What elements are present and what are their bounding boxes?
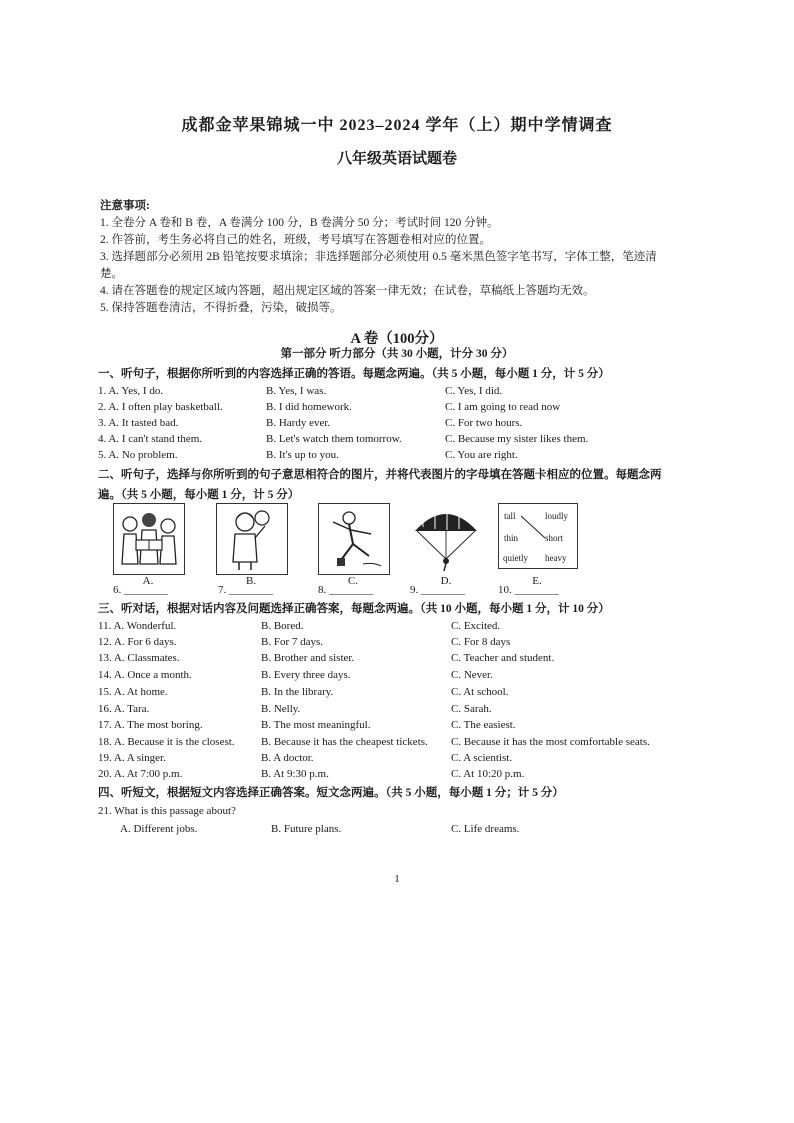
option-a: 18. A. Because it is the closest. <box>98 736 235 748</box>
option-b: B. Because it has the cheapest tickets. <box>261 736 428 748</box>
option-a: 17. A. The most boring. <box>98 719 203 731</box>
q2-heading-line2: 遍。（共 5 小题，每小题 1 分，计 5 分） <box>98 489 300 501</box>
q2-heading-line1: 二、听句子，选择与你所听到的句子意思相符合的图片，并将代表图片的字母填在答题卡相应的位置。每题念两 <box>98 469 662 481</box>
picture-a-kids-reading <box>113 503 185 575</box>
option-b: B. Yes, I was. <box>266 385 327 397</box>
option-a: 5. A. No problem. <box>98 449 178 461</box>
q4-question <box>98 805 698 821</box>
blank-7[interactable]: 7. ________ <box>218 584 273 596</box>
picture-c-runner <box>318 503 390 575</box>
note-item: 5. 保持答题卷清洁，不得折叠，污染，破损等。 <box>100 302 342 314</box>
option-b: B. Nelly. <box>261 703 301 715</box>
option-c: C. At 10:20 p.m. <box>451 768 525 780</box>
q3-row <box>98 669 698 685</box>
option-c: C. A scientist. <box>451 752 513 764</box>
kids-reading-icon <box>114 504 184 574</box>
q3-heading: 三、听对话，根据对话内容及问题选择正确答案，每题念两遍。（共 10 小题，每小题 1 分，计 10 分） <box>98 603 610 615</box>
notes-block <box>100 198 660 317</box>
option-c: C. Yes, I did. <box>445 385 503 397</box>
q3-row <box>98 736 698 752</box>
picture-label: B. <box>245 575 257 587</box>
option-b: B. The most meaningful. <box>261 719 371 731</box>
picture-label: A. <box>142 575 154 587</box>
option-a: 4. A. I can't stand them. <box>98 433 203 445</box>
q3-row <box>98 636 698 652</box>
person-icon <box>217 504 287 574</box>
option-a: 12. A. For 6 days. <box>98 636 177 648</box>
option-c: C. You are right. <box>445 449 518 461</box>
option-b: B. Future plans. <box>271 823 342 835</box>
option-c: C. For two hours. <box>445 417 523 429</box>
option-b: B. For 7 days. <box>261 636 324 648</box>
exam-subtitle: 八年级英语试题卷 <box>336 151 457 167</box>
blank-8[interactable]: 8. ________ <box>318 584 373 596</box>
option-b: B. Hardy ever. <box>266 417 331 429</box>
note-item: 1. 全卷分 A 卷和 B 卷，A 卷满分 100 分，B 卷满分 50 分；考试时间 120 分钟。 <box>100 217 499 229</box>
blank-9[interactable]: 9. ________ <box>410 584 465 596</box>
option-c: C. Life dreams. <box>451 823 520 835</box>
option-a: 16. A. Tara. <box>98 703 150 715</box>
q3-row <box>98 652 698 668</box>
q3-row <box>98 752 698 768</box>
word-quietly: quietly <box>503 553 528 563</box>
word-thin: thin <box>504 533 519 543</box>
word-heavy: heavy <box>545 553 567 563</box>
picture-row <box>113 503 593 587</box>
q3-row <box>98 686 698 702</box>
option-b: B. I did homework. <box>266 401 352 413</box>
word-tall: tall <box>504 511 516 521</box>
picture-b-person <box>216 503 288 575</box>
option-b: B. Brother and sister. <box>261 652 355 664</box>
q3-row <box>98 719 698 735</box>
q4-heading: 四、听短文，根据短文内容选择正确答案。短文念两遍。（共 5 小题，每小题 1 分；计 5 分） <box>98 787 564 799</box>
page-number: 1 <box>394 873 400 885</box>
q1-heading: 一、听句子，根据你所听到的内容选择正确的答语。每题念两遍。（共 5 小题，每小题 1 分，计 5 分） <box>98 368 610 380</box>
option-a: 13. A. Classmates. <box>98 652 180 664</box>
question-21: 21. What is this passage about? <box>98 805 236 817</box>
option-b: B. Every three days. <box>261 669 351 681</box>
option-c: C. Sarah. <box>451 703 492 715</box>
running-man-icon <box>319 504 389 574</box>
option-b: B. Bored. <box>261 620 304 632</box>
option-c: C. Never. <box>451 669 493 681</box>
q1-row <box>98 417 698 433</box>
picture-label: D. <box>440 575 452 587</box>
blank-6[interactable]: 6. ________ <box>113 584 168 596</box>
word-short: short <box>545 533 563 543</box>
q1-row <box>98 449 698 465</box>
exam-title: 成都金苹果锦城一中 2023–2024 学年（上）期中学情调查 <box>181 117 613 134</box>
option-c: C. Excited. <box>451 620 501 632</box>
notes-heading: 注意事项: <box>100 200 150 212</box>
q3-row <box>98 620 698 636</box>
option-a: 20. A. At 7:00 p.m. <box>98 768 183 780</box>
option-a: 3. A. It tasted bad. <box>98 417 179 429</box>
blank-10[interactable]: 10. ________ <box>498 584 559 596</box>
option-c: C. I am going to read now <box>445 401 561 413</box>
parachute-icon <box>411 503 481 573</box>
option-a: 11. A. Wonderful. <box>98 620 177 632</box>
q3-row <box>98 768 698 784</box>
option-c: C. At school. <box>451 686 509 698</box>
picture-d-parachute <box>411 503 481 573</box>
option-a: 14. A. Once a month. <box>98 669 192 681</box>
option-a: 1. A. Yes, I do. <box>98 385 164 397</box>
section-a-title: A 卷（100分） <box>350 331 444 347</box>
q3-row <box>98 703 698 719</box>
option-b: B. Let's watch them tomorrow. <box>266 433 402 445</box>
note-item: 3. 选择题部分必须用 2B 铅笔按要求填涂；非选择题部分必须使用 0.5 毫米黑色签字笔书写，字体工整，笔迹清楚。 <box>100 251 657 280</box>
option-c: C. For 8 days <box>451 636 511 648</box>
option-b: B. A doctor. <box>261 752 314 764</box>
option-a: 2. A. I often play basketball. <box>98 401 223 413</box>
part1-title: 第一部分 听力部分（共 30 小题，计分 30 分） <box>280 348 514 360</box>
note-item: 4. 请在答题卷的规定区域内答题，超出规定区域的答案一律无效；在试卷，草稿纸上答题均无效。 <box>100 285 595 297</box>
picture-label: C. <box>347 575 359 587</box>
q1-row <box>98 401 698 417</box>
q4-options <box>98 823 698 839</box>
option-c: C. Because it has the most comfortable seats. <box>451 736 650 748</box>
option-a: A. Different jobs. <box>120 823 198 835</box>
option-c: C. Because my sister likes them. <box>445 433 589 445</box>
picture-label: E. <box>532 575 542 587</box>
option-b: B. At 9:30 p.m. <box>261 768 329 780</box>
q1-row <box>98 385 698 401</box>
word-loudly: loudly <box>545 511 569 521</box>
option-a: 19. A. A singer. <box>98 752 166 764</box>
option-c: C. Teacher and student. <box>451 652 555 664</box>
option-a: 15. A. At home. <box>98 686 168 698</box>
note-item: 2. 作答前，考生务必将自己的姓名，班级，考号填写在答题卷相对应的位置。 <box>100 234 491 246</box>
q1-row <box>98 433 698 449</box>
option-b: B. In the library. <box>261 686 334 698</box>
answer-blanks <box>113 584 593 600</box>
picture-e-word-match <box>498 503 578 569</box>
matching-line <box>499 504 577 568</box>
option-c: C. The easiest. <box>451 719 516 731</box>
option-b: B. It's up to you. <box>266 449 339 461</box>
